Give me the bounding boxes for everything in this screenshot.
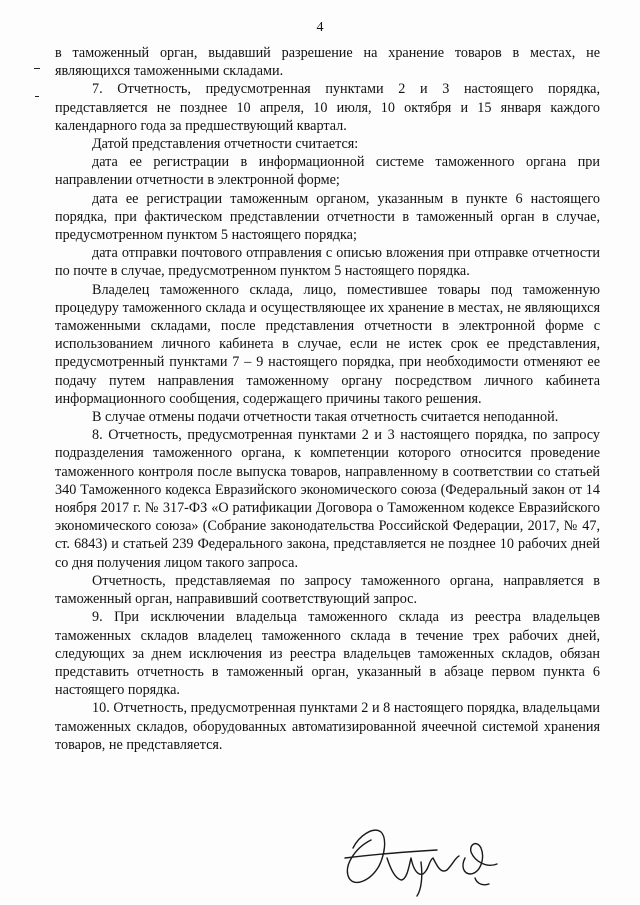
paragraph: Датой представления отчетности считается:	[92, 136, 359, 153]
margin-mark	[35, 96, 39, 97]
paragraph-item-8: 8. Отчетность, предусмотренная пунктами 2 и 3 настоящего порядка, по запросу подразделения таможенного органа, к компетенции которого относится проведение таможенного контроля после выпуска товаров, направленному в соответствии со статьей 340 Таможенного кодекса Евразийского экономического союза (Федеральный закон от 14 ноября 2017 г. № 317-ФЗ «О ратификации Договора о Таможенном кодексе Евразийского экономического союза» (Собрание законодательства Российской Федерации, 2017, № 47, ст. 6843) и статьей 239 Федерального закона, представляется не позднее 10 рабочих дней со дня получения лицом такого запроса.	[55, 427, 600, 571]
margin-mark	[34, 68, 40, 69]
paragraph: в таможенный орган, выдавший разрешение на хранение товаров в местах, не являющихся таможенными складами.	[55, 45, 600, 80]
document-body	[55, 44, 600, 754]
paragraph-item-7: 7. Отчетность, предусмотренная пунктами 2 и 3 настоящего порядка, представляется не позднее 10 апреля, 10 июля, 10 октября и 15 января каждого календарного года за предшествующий квартал.	[55, 81, 600, 134]
paragraph: Владелец таможенного склада, лицо, поместившее товары под таможенную процедуру таможенного склада и осуществляющее их хранение в местах, не являющихся таможенными складами, после представления отчетности в электронной форме с использованием личного кабинета в случае, если не истек срок ее представления, предусмотренный пунктами 7 – 9 настоящего порядка, при необходимости отменяют ее подачу путем направления таможенному органу посредством личного кабинета информационного сообщения, содержащего причины такого решения.	[55, 281, 600, 407]
handwritten-signature	[325, 818, 525, 898]
paragraph: Отчетность, представляемая по запросу таможенного органа, направляется в таможенный орган, направивший соответствующий запрос.	[55, 572, 600, 608]
paragraph: дата ее регистрации таможенным органом, указанным в пункте 6 настоящего порядка, при фактическом представлении отчетности в таможенный орган в случае, предусмотренном пунктом 5 настоящего порядка;	[55, 190, 600, 244]
paragraph: В случае отмены подачи отчетности такая отчетность считается неподанной.	[92, 409, 559, 426]
page-number: 4	[316, 20, 324, 35]
paragraph: дата ее регистрации в информационной системе таможенного органа при направлении отчетности в электронной форме;	[55, 154, 600, 189]
paragraph: дата отправки почтового отправления с описью вложения при отправке отчетности по почте в случае, предусмотренном пунктом 5 настоящего порядка.	[55, 245, 600, 280]
paragraph-item-10: 10. Отчетность, предусмотренная пунктами 2 и 8 настоящего порядка, владельцами таможенных складов, оборудованных автоматизированной ячеечной системой хранения товаров, не представляется.	[55, 700, 600, 753]
paragraph-item-9: 9. При исключении владельца таможенного склада из реестра владельцев таможенных складов владелец таможенного склада в течение трех рабочих дней, следующих за днем исключения из реестра владельцев таможенных складов, обязан представить отчетность в таможенный орган, указанный в абзаце первом пункта 6 настоящего порядка.	[55, 609, 600, 699]
